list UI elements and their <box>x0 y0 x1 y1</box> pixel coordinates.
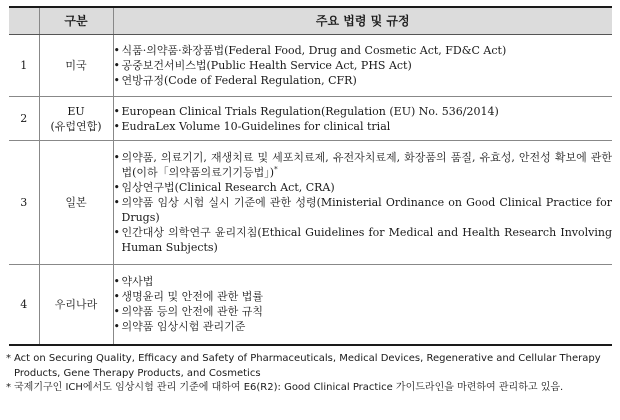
list-item <box>114 150 613 180</box>
header-category: 구분 <box>39 7 113 35</box>
row-number: 3 <box>9 141 39 265</box>
list-item: • 연방규정(Code of Federal Regulation, CFR) <box>114 73 613 88</box>
list-item: • 의약품 등의 안전에 관한 규칙 <box>114 304 613 319</box>
footnote <box>6 381 612 396</box>
regulation-table <box>9 6 612 346</box>
category-sublabel: (유럽연합) <box>50 119 102 133</box>
row-number: 2 <box>9 97 39 141</box>
footnotes <box>6 352 612 396</box>
row-category: 일본 <box>39 141 113 265</box>
table-row-eu <box>9 97 612 141</box>
footnote <box>6 352 612 381</box>
list-item: • EudraLex Volume 10-Guidelines for clinical trial <box>114 119 613 134</box>
category-label: EU <box>67 104 85 118</box>
row-number: 1 <box>9 35 39 97</box>
table-row-korea <box>9 265 612 345</box>
row-number: 4 <box>9 265 39 345</box>
footnote-mark: * <box>6 382 11 393</box>
footnote-mark: * <box>6 353 11 364</box>
list-item: • 인간대상 의학연구 윤리지침(Ethical Guidelines for Medical and Health Research Involving Human Subjects) <box>114 225 613 255</box>
row-category: 우리나라 <box>39 265 113 345</box>
row-category: 미국 <box>39 35 113 97</box>
list-item: • 임상연구법(Clinical Research Act, CRA) <box>114 180 613 195</box>
footnote-text: 국제기구인 ICH에서도 임상시험 관리 기준에 대하여 E6(R2): Good Clinical Practice 가이드라인을 마련하여 관리하고 있음. <box>14 382 564 393</box>
list-item: • European Clinical Trials Regulation(Regulation (EU) No. 536/2014) <box>114 104 613 119</box>
header-number <box>9 7 39 35</box>
list-item: • 약사법 <box>114 274 613 289</box>
list-item: • 의약품 임상 시험 실시 기준에 관한 성령(Ministerial Ordinance on Good Clinical Practice for Drugs) <box>114 195 613 225</box>
row-category <box>39 97 113 141</box>
list-item: • 의약품 임상시험 관리기준 <box>114 319 613 334</box>
footnote-text: Act on Securing Quality, Efficacy and Safety of Pharmaceuticals, Medical Devices, Regenerative and Cellular Therapy Products, Gene Therapy Products, and Cosmetics <box>14 353 601 379</box>
header-regulations: 주요 법령 및 규정 <box>113 7 612 35</box>
table-row-us <box>9 35 612 97</box>
row-items <box>113 97 612 141</box>
table-header-row <box>9 7 612 35</box>
table-row-japan <box>9 141 612 265</box>
row-items <box>113 141 612 265</box>
footnote-mark: * <box>274 165 278 174</box>
row-items <box>113 35 612 97</box>
list-item: • 공중보건서비스법(Public Health Service Act, PHS Act) <box>114 58 613 73</box>
row-items <box>113 265 612 345</box>
list-item-text: 의약품, 의료기기, 재생치료 및 세포치료제, 유전자치료제, 화장품의 품질, 유효성, 안전성 확보에 관한 법(이하「의약품의료기기등법」) <box>121 151 612 179</box>
list-item: • 식품·의약품·화장품법(Federal Food, Drug and Cosmetic Act, FD&C Act) <box>114 43 613 58</box>
list-item: • 생명윤리 및 안전에 관한 법률 <box>114 289 613 304</box>
